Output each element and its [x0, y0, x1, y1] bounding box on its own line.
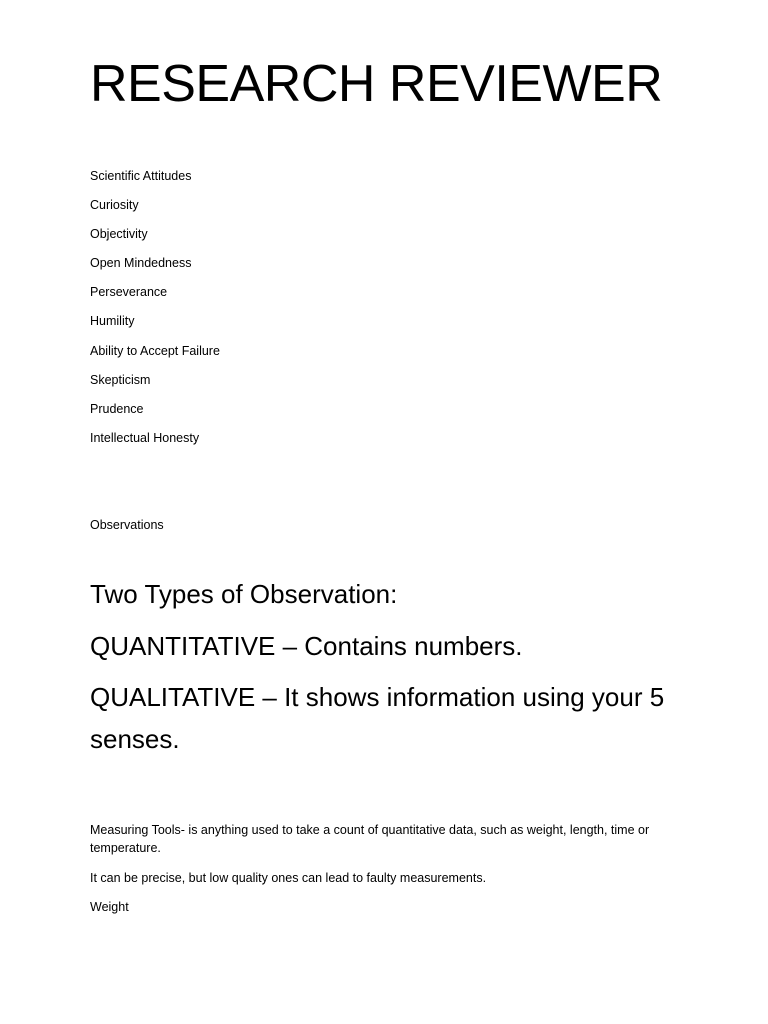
list-item: Ability to Accept Failure	[90, 343, 220, 358]
quantitative-definition: QUANTITATIVE – Contains numbers.	[90, 631, 523, 661]
list-item: Perseverance	[90, 285, 168, 300]
list-item: Open Mindedness	[90, 256, 192, 271]
list-item: Humility	[90, 314, 135, 329]
weight-heading: Weight	[90, 900, 129, 914]
observation-types-heading: Two Types of Observation:	[90, 579, 398, 609]
observations-label: Observations	[90, 518, 164, 532]
list-item: Scientific Attitudes	[90, 169, 192, 183]
attitudes-list	[90, 168, 220, 459]
list-item: Objectivity	[90, 227, 148, 242]
precision-note: It can be precise, but low quality ones can lead to faulty measurements.	[90, 871, 487, 885]
list-item: Skepticism	[90, 372, 151, 387]
qualitative-definition: QUALITATIVE – It shows information using your 5 senses.	[90, 682, 665, 754]
document-title: RESEARCH REVIEWER	[90, 55, 663, 113]
list-item: Intellectual Honesty	[90, 430, 200, 445]
measuring-tools-paragraph: Measuring Tools- is anything used to take a count of quantitative data, such as weight, length, time or temperature.	[90, 823, 650, 855]
list-item: Curiosity	[90, 198, 139, 213]
list-item: Prudence	[90, 401, 144, 416]
